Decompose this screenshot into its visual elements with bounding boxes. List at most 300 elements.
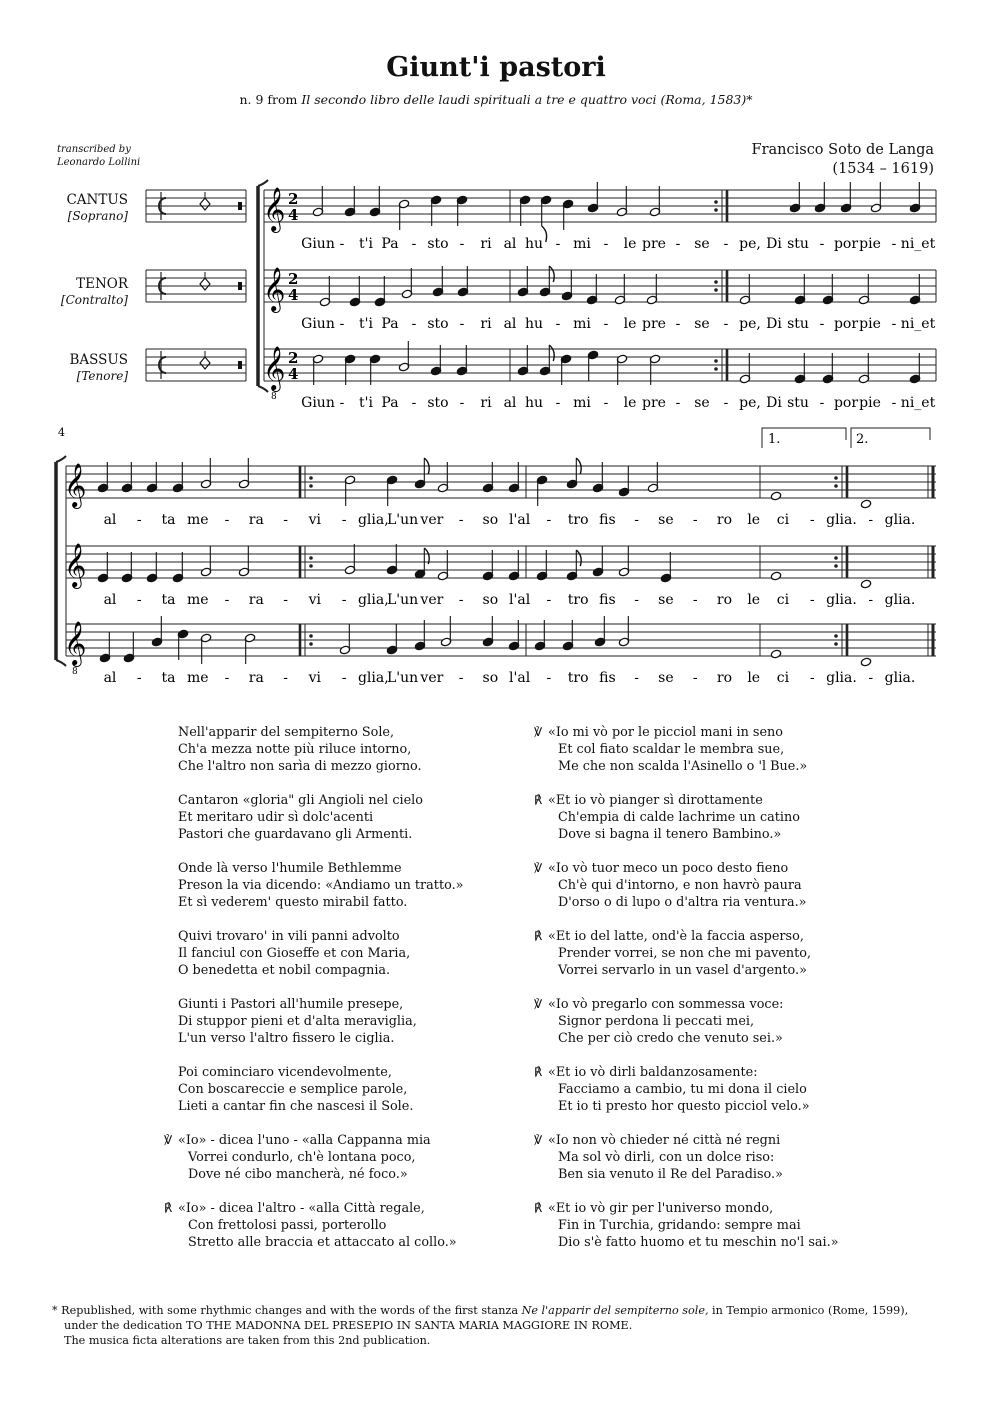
repeat-dot	[309, 564, 313, 568]
lyric-syllable: t'i	[359, 395, 373, 411]
lyric-syllable: -	[634, 670, 640, 686]
lyric-syllable: ver	[420, 512, 444, 528]
lyric-syllable: ro	[716, 670, 733, 686]
lyric-syllable: glia,	[357, 592, 389, 608]
lyric-syllable: vi	[308, 592, 322, 608]
stanza-line: Lieti a cantar fin che nascesi il Sole.	[178, 1099, 414, 1114]
lyric-syllable: al	[103, 592, 117, 608]
lyric-syllable: glia,	[357, 670, 389, 686]
stanza-line: «Et io vò gir per l'universo mondo,	[548, 1201, 774, 1216]
response-mark: ℟	[534, 793, 543, 807]
incipit-note	[200, 278, 210, 290]
stanza-line: Nell'apparir del sempiterno Sole,	[178, 725, 395, 740]
incipit-rest	[238, 361, 242, 369]
lyric-syllable: -	[224, 512, 230, 528]
stanza-line: «Io» - dicea l'uno - «alla Cappanna mia	[178, 1133, 431, 1148]
lyric-syllable: -	[458, 512, 464, 528]
lyric-syllable: glia.	[826, 512, 857, 528]
lyric-syllable: sto	[427, 316, 449, 332]
stanza-line: «Io vò pregarlo con sommessa voce:	[548, 997, 784, 1012]
lyric-syllable: se	[658, 512, 674, 528]
stanza-line: Cantaron «gloria" gli Angioli nel cielo	[178, 793, 423, 808]
lyric-syllable: Di	[766, 395, 782, 411]
lyric-syllable: fis	[599, 592, 616, 608]
lyric-syllable: l'al	[509, 512, 531, 528]
lyric-syllable: ni_et	[900, 316, 936, 332]
lyric-syllable: por	[833, 316, 859, 332]
repeat-dot	[714, 359, 718, 363]
lyric-syllable: glia.	[884, 592, 916, 608]
lyric-syllable: le	[747, 670, 761, 686]
lyric-syllable: -	[891, 316, 897, 332]
lyric-syllable: ni_et	[900, 395, 936, 411]
stanza-line: Signor perdona li peccati mei,	[558, 1014, 755, 1029]
stanza-line: Preson la via dicendo: «Andiamo un tratto.»	[178, 878, 464, 893]
transcriber-name: Leonardo Lollini	[57, 157, 141, 168]
note-head	[770, 571, 781, 581]
stanza-line: Quivi trovaro' in vili panni advolto	[178, 929, 400, 944]
stanza-line: D'orso o di lupo o d'altra ria ventura.»	[558, 895, 807, 910]
lyric-syllable: -	[224, 592, 230, 608]
octave-marker: 8	[72, 667, 78, 677]
lyric-syllable: Di	[766, 236, 782, 252]
lyric-syllable: ta	[161, 512, 176, 528]
stanza-line: Ch'empia di calde lachrime un catino	[558, 810, 800, 825]
lyric-syllable: -	[546, 670, 552, 686]
footnote-text: in Tempio armonico (Rome, 1599),	[708, 1304, 909, 1317]
treble-clef: 𝄞	[64, 621, 87, 665]
treble-clef: 𝄞	[64, 543, 87, 587]
lyric-syllable: so	[482, 512, 499, 528]
lyric-syllable: le	[747, 592, 761, 608]
lyric-syllable: me	[186, 512, 209, 528]
lyric-syllable: le	[623, 316, 637, 332]
note-head	[860, 657, 871, 667]
stanza	[178, 792, 423, 843]
lyric-syllable: -	[868, 670, 874, 686]
stanza-line: Ch'a mezza notte più riluce intorno,	[178, 742, 412, 757]
lyric-syllable: se	[694, 236, 710, 252]
footnote-text: * Republished, with some rhythmic changes and with the words of the first stanza	[52, 1304, 522, 1317]
lyric-syllable: -	[819, 395, 825, 411]
note-head	[770, 491, 781, 501]
voice-name: TENOR	[76, 276, 128, 292]
lyric-syllable: ra	[248, 670, 264, 686]
lyric-syllable: -	[675, 395, 681, 411]
repeat-dot	[309, 642, 313, 646]
lyric-syllable: -	[459, 236, 465, 252]
voice-name: BASSUS	[69, 352, 128, 368]
lyric-syllable: -	[411, 395, 417, 411]
stanza-line: Giunti i Pastori all'humile presepe,	[178, 997, 404, 1012]
repeat-dot	[309, 556, 313, 560]
lyric-syllable: pe,	[739, 395, 761, 411]
lyric-syllable: Giun	[301, 236, 335, 252]
lyric-syllable: L'un	[386, 670, 419, 686]
stanza-line: Me che non scalda l'Asinello o 'l Bue.»	[558, 759, 808, 774]
stanza-line: Di stuppor pieni et d'alta meraviglia,	[178, 1014, 417, 1029]
lyric-syllable: -	[136, 512, 142, 528]
lyric-syllable: mi	[573, 395, 591, 411]
lyric-syllable: stu	[787, 316, 809, 332]
lyric-syllable: ver	[420, 592, 444, 608]
repeat-dot	[834, 556, 838, 560]
footnote-line-1	[52, 1303, 908, 1318]
repeat-dot	[834, 642, 838, 646]
stanza-line: Pastori che guardavano gli Armenti.	[178, 827, 413, 842]
lyric-syllable: stu	[787, 395, 809, 411]
treble-clef: 𝄞	[263, 267, 286, 311]
footnote-italic: Ne l'apparir del sempiterno sole,	[521, 1304, 709, 1317]
lyric-syllable: pie	[859, 316, 881, 332]
lyric-syllable: al	[503, 395, 517, 411]
lyric-syllable: me	[186, 592, 209, 608]
lyric-syllable: -	[603, 316, 609, 332]
lyric-syllable: sto	[427, 236, 449, 252]
note-head	[860, 499, 871, 509]
voice-name: CANTUS	[66, 192, 128, 208]
response-mark: ℣	[534, 1133, 543, 1147]
lyric-syllable: -	[555, 236, 561, 252]
lyric-syllable: hu	[524, 236, 544, 252]
lyric-syllable: ra	[248, 512, 264, 528]
footnote-line-2: under the dedication TO THE MADONNA DEL PRESEPIO IN SANTA MARIA MAGGIORE IN ROME.	[64, 1319, 633, 1332]
lyric-syllable: -	[341, 670, 347, 686]
lyric-syllable: -	[555, 395, 561, 411]
lyric-syllable: pe,	[739, 236, 761, 252]
lyric-syllable: -	[546, 512, 552, 528]
lyric-syllable: pre	[642, 236, 666, 252]
lyric-syllable: -	[723, 236, 729, 252]
repeat-dot	[714, 280, 718, 284]
stanza-line: «Io mi vò por le picciol mani in seno	[548, 725, 783, 740]
stanza-line: Dio s'è fatto huomo et tu meschin no'l sai.»	[558, 1235, 839, 1250]
stanza	[534, 860, 807, 911]
stanza	[178, 996, 417, 1047]
lyric-syllable: -	[868, 512, 874, 528]
stanza	[178, 860, 463, 911]
response-mark: ℟	[534, 1201, 543, 1215]
lyric-syllable: -	[411, 236, 417, 252]
lyric-syllable: le	[623, 236, 637, 252]
lyric-syllable: glia.	[884, 512, 916, 528]
stanza-line: Et sì vederem' questo mirabil fatto.	[178, 895, 408, 910]
lyric-syllable: Di	[766, 316, 782, 332]
repeat-dot	[309, 634, 313, 638]
repeat-dot	[714, 288, 718, 292]
lyric-syllable: al	[503, 236, 517, 252]
lyric-syllable: ri	[480, 316, 492, 332]
lyric-syllable: tro	[567, 512, 589, 528]
repeat-dot	[714, 208, 718, 212]
note-flag	[576, 550, 581, 566]
lyric-syllable: pe,	[739, 316, 761, 332]
stanza	[178, 928, 410, 979]
lyric-syllable: por	[833, 236, 859, 252]
incipit-rest	[238, 282, 242, 290]
lyric-syllable: sto	[427, 395, 449, 411]
lyric-syllable: -	[868, 592, 874, 608]
note-head	[860, 579, 871, 589]
lyric-syllable: -	[341, 592, 347, 608]
ending-2-label: 2.	[856, 432, 869, 447]
lyric-syllable: l'al	[509, 670, 531, 686]
lyric-syllable: hu	[524, 395, 544, 411]
lyric-syllable: vi	[308, 512, 322, 528]
repeat-dot	[834, 564, 838, 568]
lyric-syllable: -	[675, 236, 681, 252]
stanza-line: Ma sol vò dirli, con un dolce riso:	[558, 1150, 775, 1165]
stanza-line: Ben sia venuto il Re del Paradiso.»	[558, 1167, 783, 1182]
stanza-line: Vorrei servarlo in un vasel d'argento.»	[558, 963, 807, 978]
lyric-syllable: L'un	[386, 592, 419, 608]
lyric-syllable: al	[503, 316, 517, 332]
lyric-syllable: Pa	[381, 395, 399, 411]
time-sig-bottom: 4	[288, 365, 299, 383]
stanza-line: Dove né cibo mancherà, né foco.»	[188, 1167, 408, 1182]
lyric-syllable: Giun	[301, 316, 335, 332]
stanza-line: Prender vorrei, se non che mi pavento,	[558, 946, 812, 961]
lyric-syllable: glia,	[357, 512, 389, 528]
stanza-line: Vorrei condurlo, ch'è lontana poco,	[188, 1150, 416, 1165]
lyric-syllable: -	[224, 670, 230, 686]
lyric-syllable: -	[723, 316, 729, 332]
voice-alt-name: [Tenore]	[76, 369, 128, 383]
lyric-syllable: pre	[642, 395, 666, 411]
lyric-syllable: pie	[859, 236, 881, 252]
lyric-syllable: se	[694, 316, 710, 332]
music-score	[0, 0, 992, 690]
lyric-syllable: ro	[716, 592, 733, 608]
lyric-syllable: -	[891, 236, 897, 252]
lyric-syllable: hu	[524, 316, 544, 332]
response-mark: ℣	[534, 997, 543, 1011]
stanza	[534, 1132, 783, 1183]
response-mark: ℟	[534, 1065, 543, 1079]
lyric-syllable: -	[819, 236, 825, 252]
lyric-syllable: ci	[776, 670, 790, 686]
lyric-syllable: -	[603, 236, 609, 252]
lyric-syllable: -	[555, 316, 561, 332]
lyric-syllable: mi	[573, 316, 591, 332]
lyric-syllable: ro	[716, 512, 733, 528]
lyric-syllable: -	[546, 592, 552, 608]
response-mark: ℣	[164, 1133, 173, 1147]
lyric-syllable: -	[136, 670, 142, 686]
time-sig-top: 2	[288, 270, 299, 288]
stanza	[534, 1064, 810, 1115]
stanza-line: L'un verso l'altro fissero le ciglia.	[178, 1031, 395, 1046]
lyric-syllable: -	[675, 316, 681, 332]
stanza-line: Stretto alle braccia et attaccato al collo.»	[188, 1235, 457, 1250]
lyric-syllable: al	[103, 512, 117, 528]
lyric-syllable: Pa	[381, 316, 399, 332]
lyric-syllable: -	[723, 395, 729, 411]
stanza-line: «Io non vò chieder né città né regni	[548, 1133, 781, 1148]
voice-alt-name: [Soprano]	[67, 209, 128, 223]
stanza	[178, 1064, 413, 1115]
lyric-syllable: -	[283, 670, 288, 686]
lyric-syllable: mi	[573, 236, 591, 252]
stanza	[534, 792, 800, 843]
ending-1-label: 1.	[768, 432, 781, 447]
stanza-line: «Io» - dicea l'altro - «alla Città regale,	[178, 1201, 425, 1216]
lyric-syllable: ta	[161, 592, 176, 608]
lyric-syllable: L'un	[386, 512, 419, 528]
subtitle-prefix: n. 9 from	[239, 92, 302, 107]
lyric-syllable: fis	[599, 670, 616, 686]
stanza-line: Et io ti presto hor questo picciol velo.»	[558, 1099, 810, 1114]
lyric-syllable: -	[458, 592, 464, 608]
lyric-syllable: -	[692, 670, 698, 686]
lyric-syllable: -	[339, 236, 345, 252]
lyric-syllable: ci	[776, 592, 790, 608]
lyric-syllable: ni_et	[900, 236, 936, 252]
lyric-syllable: ta	[161, 670, 176, 686]
lyric-syllable: -	[809, 512, 815, 528]
stanza-line: Poi cominciaro vicendevolmente,	[178, 1065, 392, 1080]
stanza-line: Con boscareccie e semplice parole,	[178, 1082, 408, 1097]
lyric-syllable: ri	[480, 236, 492, 252]
lyric-syllable: t'i	[359, 316, 373, 332]
lyric-syllable: Giun	[301, 395, 335, 411]
stanza-line: «Et io vò dirli baldanzosamente:	[548, 1065, 758, 1080]
lyric-syllable: -	[891, 395, 897, 411]
stanza	[178, 724, 422, 775]
lyric-syllable: pre	[642, 316, 666, 332]
stanza-line: O benedetta et nobil compagnia.	[178, 963, 391, 978]
lyric-syllable: se	[694, 395, 710, 411]
lyric-syllable: se	[658, 592, 674, 608]
lyric-syllable: tro	[567, 592, 589, 608]
lyric-syllable: t'i	[359, 236, 373, 252]
lyric-syllable: -	[634, 512, 640, 528]
time-sig-bottom: 4	[288, 286, 299, 304]
lyric-syllable: glia.	[884, 670, 916, 686]
stanza-line: Onde là verso l'humile Bethlemme	[178, 861, 402, 876]
lyric-syllable: por	[833, 395, 859, 411]
page-title: Giunt'i pastori	[386, 52, 606, 83]
stanza-line: Con frettolosi passi, porterollo	[188, 1218, 387, 1233]
time-sig-top: 2	[288, 349, 299, 367]
lyric-syllable: -	[809, 592, 815, 608]
stanza-line: Che per ciò credo che venuto sei.»	[558, 1031, 783, 1046]
lyric-syllable: ci	[776, 512, 790, 528]
lyric-syllable: ra	[248, 592, 264, 608]
lyric-syllable: -	[339, 395, 345, 411]
response-mark: ℟	[164, 1201, 173, 1215]
lyric-syllable: le	[747, 512, 761, 528]
stanza-line: Ch'è qui d'intorno, e non havrò paura	[558, 878, 802, 893]
lyric-syllable: le	[623, 395, 637, 411]
repeat-dot	[834, 484, 838, 488]
lyric-syllable: stu	[787, 236, 809, 252]
transcribed-by-label: transcribed by	[57, 144, 131, 155]
note-head	[770, 649, 781, 659]
stanza-line: Dove si bagna il tenero Bambino.»	[558, 827, 782, 842]
subtitle-work: Il secondo libro delle laudi spirituali a tre e quattro voci (Roma, 1583)*	[301, 92, 753, 107]
lyric-syllable: -	[411, 316, 417, 332]
stanza	[164, 1132, 431, 1183]
lyric-syllable: -	[459, 395, 465, 411]
treble-clef: 𝄞	[64, 463, 87, 507]
stanza-line: «Io vò tuor meco un poco desto fieno	[548, 861, 789, 876]
lyric-syllable: tro	[567, 670, 589, 686]
lyric-syllable: pie	[859, 395, 881, 411]
lyric-syllable: -	[459, 316, 465, 332]
stanza	[534, 996, 784, 1047]
stanza	[164, 1200, 457, 1251]
stanza	[534, 1200, 839, 1251]
lyric-syllable: -	[809, 670, 815, 686]
lyric-syllable: ri	[480, 395, 492, 411]
incipit-note	[200, 198, 210, 210]
note-flag	[549, 345, 554, 361]
stanza-line: «Et io vò pianger sì dirottamente	[548, 793, 763, 808]
lyric-syllable: al	[103, 670, 117, 686]
lyric-syllable: l'al	[509, 592, 531, 608]
time-sig-bottom: 4	[288, 206, 299, 224]
repeat-dot	[714, 200, 718, 204]
lyric-syllable: fis	[599, 512, 616, 528]
lyric-syllable: -	[819, 316, 825, 332]
stanza-line: Il fanciul con Gioseffe et con Maria,	[178, 946, 411, 961]
measure-number: 4	[58, 426, 65, 439]
voice-alt-name: [Contralto]	[60, 293, 128, 307]
composer-name: Francisco Soto de Langa	[751, 142, 934, 158]
time-sig-top: 2	[288, 190, 299, 208]
lyric-syllable: me	[186, 670, 209, 686]
lyric-syllable: -	[692, 592, 698, 608]
footnote-line-3: The musica ficta alterations are taken from this 2nd publication.	[64, 1334, 431, 1347]
lyric-syllable: -	[136, 592, 142, 608]
response-mark: ℣	[534, 861, 543, 875]
stanza-line: Et meritaro udir sì dolc'acenti	[178, 810, 374, 825]
response-mark: ℣	[534, 725, 543, 739]
lyric-syllable: -	[341, 512, 347, 528]
lyric-syllable: se	[658, 670, 674, 686]
stanza-line: Facciamo a cambio, tu mi dona il cielo	[558, 1082, 807, 1097]
treble-clef: 𝄞	[263, 187, 286, 231]
lyric-syllable: -	[458, 670, 464, 686]
stanza-line: Fin in Turchia, gridando: sempre mai	[558, 1218, 801, 1233]
lyric-syllable: -	[692, 512, 698, 528]
treble-clef: 𝄞	[263, 346, 286, 390]
stanza-line: Che l'altro non sarìa di mezzo giorno.	[178, 759, 422, 774]
lyric-syllable: ver	[420, 670, 444, 686]
footnote	[52, 1303, 908, 1348]
lyric-syllable: -	[634, 592, 640, 608]
lyric-syllable: so	[482, 592, 499, 608]
repeat-dot	[309, 476, 313, 480]
lyric-syllable: -	[283, 592, 288, 608]
incipit-rest	[238, 202, 242, 210]
lyric-syllable: so	[482, 670, 499, 686]
lyric-syllable: glia.	[826, 592, 857, 608]
stanza-line: «Et io del latte, ond'è la faccia asperso,	[548, 929, 804, 944]
repeat-dot	[834, 634, 838, 638]
lyric-syllable: vi	[308, 670, 322, 686]
repeat-dot	[714, 367, 718, 371]
composer-dates: (1534 – 1619)	[832, 161, 934, 177]
note-flag	[549, 266, 554, 282]
lyric-syllable: Pa	[381, 236, 399, 252]
lyric-syllable: glia.	[826, 670, 857, 686]
stanza	[534, 724, 808, 775]
incipit-note	[200, 357, 210, 369]
octave-marker: 8	[271, 392, 277, 402]
lyrics-group	[104, 236, 936, 686]
